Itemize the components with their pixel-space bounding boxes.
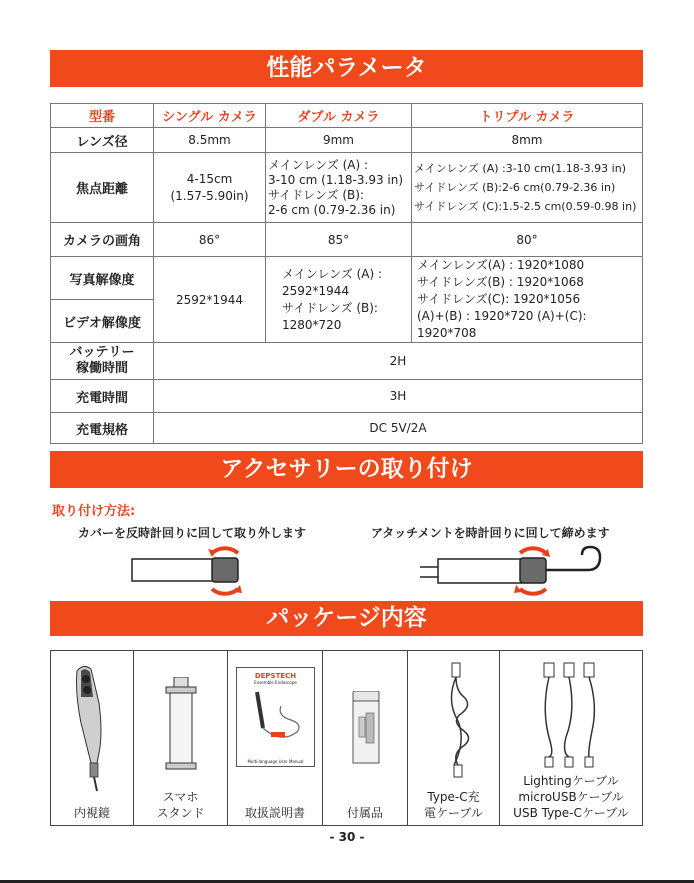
res-triple [412, 257, 643, 343]
package-label-phone-stand [134, 789, 227, 821]
package-label-manual: 取扱説明書 [244, 806, 305, 820]
phone-stand-icon [164, 677, 198, 773]
usb-label-line1: Lightingケーブル [523, 774, 619, 788]
header-single: シングル カメラ [154, 104, 266, 128]
battery-label-line1: バッテリー [69, 345, 135, 360]
focus-double-line4: 2-6 cm (0.79-2.36 in) [268, 202, 396, 217]
accessory-title: アクセサリーの取り付け [220, 456, 473, 482]
package-item-accessories [323, 651, 408, 825]
manual-subtitle: Ensemble Endoscope [254, 680, 297, 685]
focus-triple-line2: サイドレンズ (B):2-6 cm(0.79-2.36 in) [414, 181, 616, 194]
attachment-install-illustration [420, 545, 605, 597]
phone-stand-line1: スマホ [162, 790, 199, 804]
row-label-battery [51, 343, 154, 380]
package-item-phone-stand [134, 651, 228, 825]
row-label-video: ビデオ解像度 [51, 300, 154, 343]
accessory-case-icon [351, 691, 381, 771]
right-caption: アタッチメントを時計回りに回して締めます [371, 526, 610, 540]
header-model: 型番 [51, 104, 154, 128]
manual-cover [236, 667, 315, 767]
battery-value: 2H [154, 343, 643, 380]
row-label-charge-time: 充電時間 [51, 380, 154, 413]
angle-double: 85° [266, 223, 412, 257]
row-label-lens: レンズ径 [51, 128, 154, 153]
angle-triple: 80° [412, 223, 643, 257]
package-banner [50, 601, 643, 636]
charge-time-value: 3H [154, 380, 643, 413]
manual-endoscope-icon [251, 688, 303, 744]
lens-single: 8.5mm [154, 128, 266, 153]
usb-label-line3: USB Type-Cケーブル [513, 806, 629, 820]
focus-triple-line1: メインレンズ (A) :3-10 cm(1.18-3.93 in) [414, 162, 626, 175]
package-title: パッケージ内容 [266, 605, 427, 631]
focus-double-line3: サイドレンズ (B): [268, 187, 364, 202]
endoscope-icon [69, 663, 119, 793]
res-double-line3: サイドレンズ (B): [282, 300, 378, 315]
focus-double [266, 153, 412, 223]
res-triple-line4: (A)+(B) : 1920*720 (A)+(C): 1920*708 [417, 309, 587, 340]
header-triple: トリプル カメラ [412, 104, 643, 128]
page-number: - 30 - [329, 830, 365, 844]
angle-single: 86° [154, 223, 266, 257]
manual-footer: Multi-language User Manual [247, 759, 304, 764]
left-caption: カバーを反時計回りに回して取り外します [78, 526, 307, 540]
typec-cable-icon [438, 661, 478, 781]
accessory-banner [50, 451, 643, 488]
header-double: ダブル カメラ [266, 104, 412, 128]
focus-single-line1: 4-15cm [186, 171, 233, 186]
package-item-manual [228, 651, 323, 825]
howto-label: 取り付け方法: [52, 504, 136, 519]
typec-label-line2: 電ケーブル [424, 806, 483, 820]
battery-label-line2: 稼働時間 [75, 361, 128, 376]
row-label-angle: カメラの画角 [51, 223, 154, 257]
row-label-charge-spec: 充電規格 [51, 413, 154, 444]
focus-double-line2: 3-10 cm (1.18-3.93 in) [268, 172, 404, 187]
package-label-typec-cable [408, 789, 499, 821]
package-item-endoscope [51, 651, 134, 825]
focus-single [154, 153, 266, 223]
phone-stand-line2: スタンド [156, 806, 205, 820]
charge-spec-value: DC 5V/2A [154, 413, 643, 444]
lens-triple: 8mm [412, 128, 643, 153]
row-label-photo: 写真解像度 [51, 257, 154, 300]
res-double-line4: 1280*720 [282, 317, 342, 332]
res-single: 2592*1944 [154, 257, 266, 343]
manual-brand: DEPSTECH [254, 672, 297, 680]
res-double [266, 257, 412, 343]
performance-banner [50, 50, 643, 87]
row-label-focus: 焦点距離 [51, 153, 154, 223]
res-double-line2: 2592*1944 [282, 283, 350, 298]
spec-table [50, 103, 643, 444]
res-triple-line1: メインレンズ(A) : 1920*1080 [417, 258, 585, 272]
res-double-line1: メインレンズ (A) : [282, 266, 383, 281]
performance-title: 性能パラメータ [266, 55, 427, 81]
cover-removal-illustration [128, 545, 258, 597]
usb-cables-icon [536, 661, 606, 771]
res-triple-line3: サイドレンズ(C): 1920*1056 [417, 292, 581, 306]
focus-double-line1: メインレンズ (A) : [268, 157, 369, 172]
lens-double: 9mm [266, 128, 412, 153]
package-label-usb-cables [500, 773, 642, 821]
focus-single-line2: (1.57-5.90in) [170, 188, 249, 203]
focus-triple-line3: サイドレンズ (C):1.5-2.5 cm(0.59-0.98 in) [414, 200, 637, 213]
package-label-endoscope: 内視鏡 [73, 806, 110, 820]
package-item-usb-cables [500, 651, 642, 825]
usb-label-line2: microUSBケーブル [518, 790, 624, 804]
focus-triple [412, 153, 643, 223]
package-label-accessories: 付属品 [346, 806, 383, 820]
typec-label-line1: Type-C充 [427, 790, 480, 804]
res-triple-line2: サイドレンズ(B) : 1920*1068 [417, 275, 584, 289]
package-item-typec-cable [408, 651, 500, 825]
package-grid [50, 650, 643, 826]
